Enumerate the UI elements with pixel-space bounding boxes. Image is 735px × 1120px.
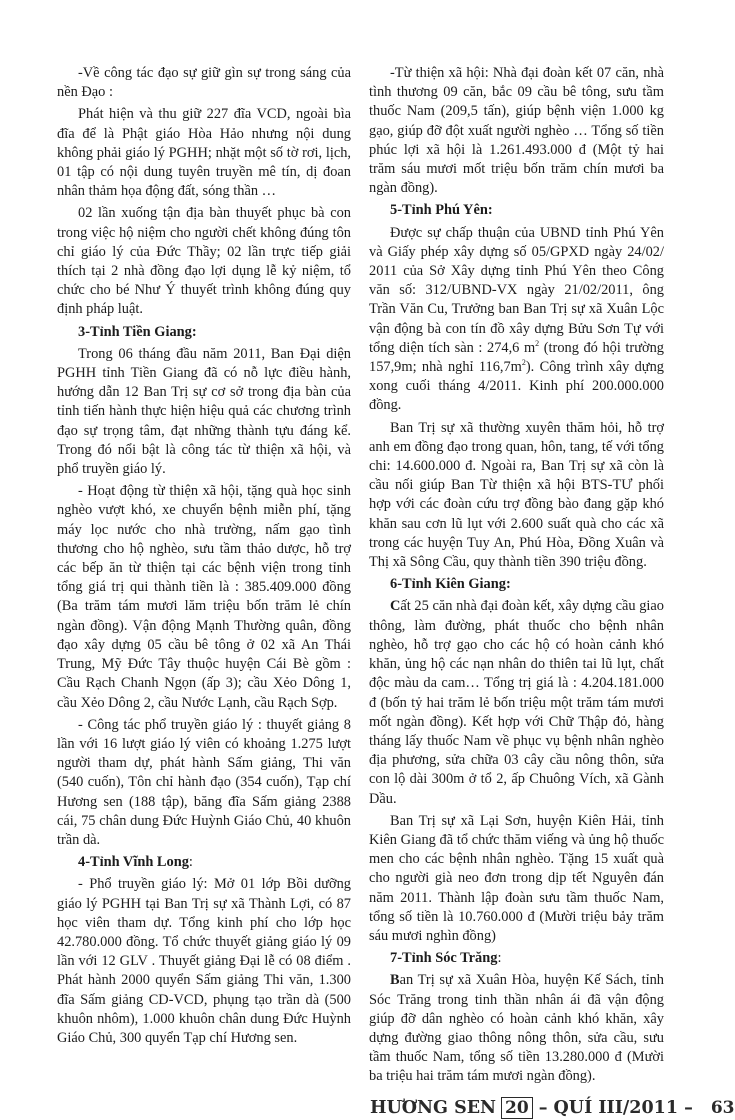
paragraph-vcd-seizure: Phát hiện và thu giữ 227 đĩa VCD, ngoài bìa đĩa để là Phật giáo Hòa Hảo nhưng nội dung không phải giáo lý PGHH; nhặt một số tờ rơi, lịch, 01 tập có nội dung tuyên truyền mê tín, dị đoan nhân thảm họa động đất, sóng thần … [57, 106, 351, 200]
heading-vinh-long [57, 853, 351, 872]
text-segment: (trong đó hội trường 157,9m; nhà nghỉ 116,7m [369, 339, 664, 376]
paragraph-tien-giang-charity: - Hoạt động từ thiện xã hội, tặng quà học sinh nghèo vượt khó, xe chuyển bệnh miễn phí, tặng máy lọc nước cho nhà trường, nấm gạo tình thương cho hộ nghèo, sưu tầm thảo dược, hỗ trợ các bếp ăn từ thiện tại các bệnh viện trong tỉnh tổng giá trị qui thành tiền là : 385.409.000 đồng (Ba trăm tám mươi lăm triệu bốn trăm lẻ chín ngàn đồng). Vận động Mạnh Thường quân, đồng đạo xây dựng 05 cầu bê tông ở 02 xã An Thái Trung, Mỹ Đức Tây thuộc huyện Cái Bè gồm : Cầu Rạch Chanh Ngọn (ấp 3); cầu Xẻo Dông 1, cầu Xẻo Dông 2, cầu Nước Lạnh, cầu Rạch Sợp. [57, 483, 351, 711]
issue-period: – QUÍ III/2011 – [538, 1098, 693, 1118]
heading-phu-yen: 5-Tỉnh Phú Yên: [390, 202, 493, 219]
superscript: 2 [521, 358, 526, 368]
text-segment: ất 25 căn nhà đại đoàn kết, xây dựng cầu giao thông, làm đường, phát thuốc cho bệnh nhân nghèo, hỗ trợ gạo cho các hộ có hoàn cảnh khó khăn, ủng hộ các nạn nhân do thiên tai lũ lụt, chất độc màu da cam… Tổng trị giá là : 4.204.181.000 đ (bốn tỷ hai trăm lẻ bốn triệu một trăm tám mươi mốt ngàn đồng). Kết hợp với Chữ Thập đỏ, hàng tháng lấy thuốc Nam về phục vụ bệnh nhân nghèo địa phương, sửa chữa 03 cây cầu nông thôn, sửa con lộ dài 300m ở tổ 2, ấp Chuông Vích, xã Gành Dầu. [369, 598, 664, 807]
page-footer [370, 1096, 735, 1120]
heading-soc-trang-text: 7-Tỉnh Sóc Trăng [390, 950, 498, 967]
paragraph-tien-giang-overview: Trong 06 tháng đầu năm 2011, Ban Đại diện PGHH tỉnh Tiền Giang đã có nỗ lực điều hành, hướng dẫn 12 Ban Trị sự cơ sở trong địa bàn của tỉnh tiến hành thực hiện hiệu quả các chương trình đạo sự trọng tâm, đạt những thành tựu đáng kể. Trong đó nổi bật là công tác từ thiện xã hội, và phổ truyền giáo lý. [57, 345, 351, 478]
right-column [369, 64, 664, 1090]
issue-number-box: 20 [501, 1097, 533, 1119]
heading-vinh-long-colon: : [188, 854, 193, 871]
page-number: 63 [710, 1098, 735, 1118]
paragraph-phu-yen-support: Ban Trị sự xã thường xuyên thăm hỏi, hỗ trợ anh em đồng đạo trong quan, hôn, tang, tế với tổng chi: 14.600.000 đ. Ngoài ra, Ban Trị sự xã còn là cầu nối giúp Ban Từ thiện xã hội BTS-TƯ phối hợp với các đoàn cứu trợ đồng bào đang gặp khó khăn sau cơn lũ lụt với 2.600 suất quà cho các xã trong các huyện Tuy An, Phú Hòa, Đồng Xuân và Thị xã Sông Cầu, quy thành tiền 390 triệu đồng. [369, 419, 664, 571]
left-column [57, 64, 351, 1051]
publication-name: HƯƠNG SEN [370, 1098, 497, 1118]
superscript: 2 [535, 339, 540, 349]
drop-cap: C [390, 598, 401, 615]
heading-vinh-long-text: 4-Tỉnh Vĩnh Long [78, 854, 189, 871]
paragraph-kien-giang-charity [369, 597, 664, 808]
paragraph-persuasion-visits: 02 lần xuống tận địa bàn thuyết phục bà con trong việc hộ niệm cho người chết không đúng tôn chỉ giáo lý của Đức Thầy; 02 lần trực tiếp giải thích tại 2 nhà đồng đạo lợi dụng lễ kỷ niệm, tổ chức cho bé Như Ý thuyết trình không đúng quy định pháp luật. [57, 205, 351, 318]
paragraph-tien-giang-teaching: - Công tác phổ truyền giáo lý : thuyết giảng 8 lần với 16 lượt giáo lý viên có khoảng 1.275 lượt người tham dự, phát hành Sấm giảng, Thi văn (540 cuốn), Tôn chỉ hành đạo (354 cuốn), Tạp chí Hương sen (188 tập), băng đĩa Sấm giảng 2388 cái, 75 chân dung Đức Huỳnh Giáo Chủ, 40 khuôn trần dà. [57, 716, 351, 848]
heading-soc-trang [369, 949, 664, 968]
heading-kien-giang: 6-Tỉnh Kiên Giang: [390, 576, 511, 593]
drop-cap: B [390, 972, 400, 989]
paragraph-soc-trang [369, 971, 664, 1086]
paragraph-doctrine-purity-intro: -Về công tác đạo sự giữ gìn sự trong sáng của nền Đạo : [57, 65, 351, 101]
paragraph-phu-yen-construction [369, 224, 664, 416]
paragraph-lai-son: Ban Trị sự xã Lại Sơn, huyện Kiên Hải, tỉnh Kiên Giang đã tổ chức thăm viếng và ủng hộ thuốc men cho các bệnh nhân nghèo. Tặng 15 xuất quà cho người già neo đơn trong dịp tết Nguyên đán năm 2011. Thành lập đoàn sưu tầm thuốc Nam, tổng số tiền là 10.760.000 đ (Mười triệu bảy trăm sáu mươi nghìn đồng) [369, 812, 664, 944]
heading-tien-giang: 3-Tỉnh Tiền Giang: [78, 323, 197, 340]
heading-soc-trang-colon: : [497, 950, 502, 967]
paragraph-charity-summary: -Từ thiện xã hội: Nhà đại đoàn kết 07 căn, nhà tình thương 09 căn, bắc 09 cầu bê tông, sưu tầm thuốc Nam (209,5 tấn), giúp bệnh viện 1.000 kg gạo, giúp đỡ đột xuất người nghèo … Tổng số tiền phúc lợi xã hội là 1.261.493.000 đ (Một tỷ hai trăm sáu mươi mốt triệu bốn trăm chín mươi ba ngàn đồng). [369, 65, 664, 197]
paragraph-vinh-long-teaching: - Phổ truyền giáo lý: Mở 01 lớp Bồi dưỡng giáo lý PGHH tại Ban Trị sự xã Thành Lợi, có 87 học viên tham dự. Tổng kinh phí cho lớp học 42.780.000 đồng. Tổ chức thuyết giảng giáo lý 09 lần với 12 GLV . Thuyết giảng Đại lễ có 08 điểm . Phát hành 2000 quyển Sấm giảng Thi văn, 1.300 đĩa Sấm giảng CD-VCD, phụng tạo trần dà (500 khuôn nhôm), 1.000 khuôn chân dung Đức Huỳnh Giáo Chủ, 300 quyển Tạp chí Hương sen. [57, 876, 351, 1046]
text-segment: Được sự chấp thuận của UBND tỉnh Phú Yên và Giấy phép xây dựng số 05/GPXD ngày 24/02/ 2011 của Sở Xây dựng tỉnh Phú Yên theo Công văn số: 312/UBND-VX ngày 21/02/2011, ông Trần Văn Cu, Trưởng ban Ban Trị sự xã Xuân Lộc vận động bà con tín đồ xây dựng Bửu Sơn Tự với tổng diện tích sàn : 274,6 m [369, 224, 664, 356]
text-segment: an Trị sự xã Xuân Hòa, huyện Kế Sách, tỉnh Sóc Trăng trong tinh thần nhân ái đã vận động giúp đỡ dân nghèo có hoàn cảnh khó khăn, xây dựng đường giao thông nông thôn, sửa cầu, sưu tầm thuốc Nam, tổng số tiền 13.280.000 đ (Mười ba triệu hai trăm tám mươi ngàn đồng). [369, 972, 664, 1085]
text-segment: ). Công trình xây dựng xong cuối tháng 4/2011. Kinh phí 200.000.000 đồng. [369, 359, 664, 414]
